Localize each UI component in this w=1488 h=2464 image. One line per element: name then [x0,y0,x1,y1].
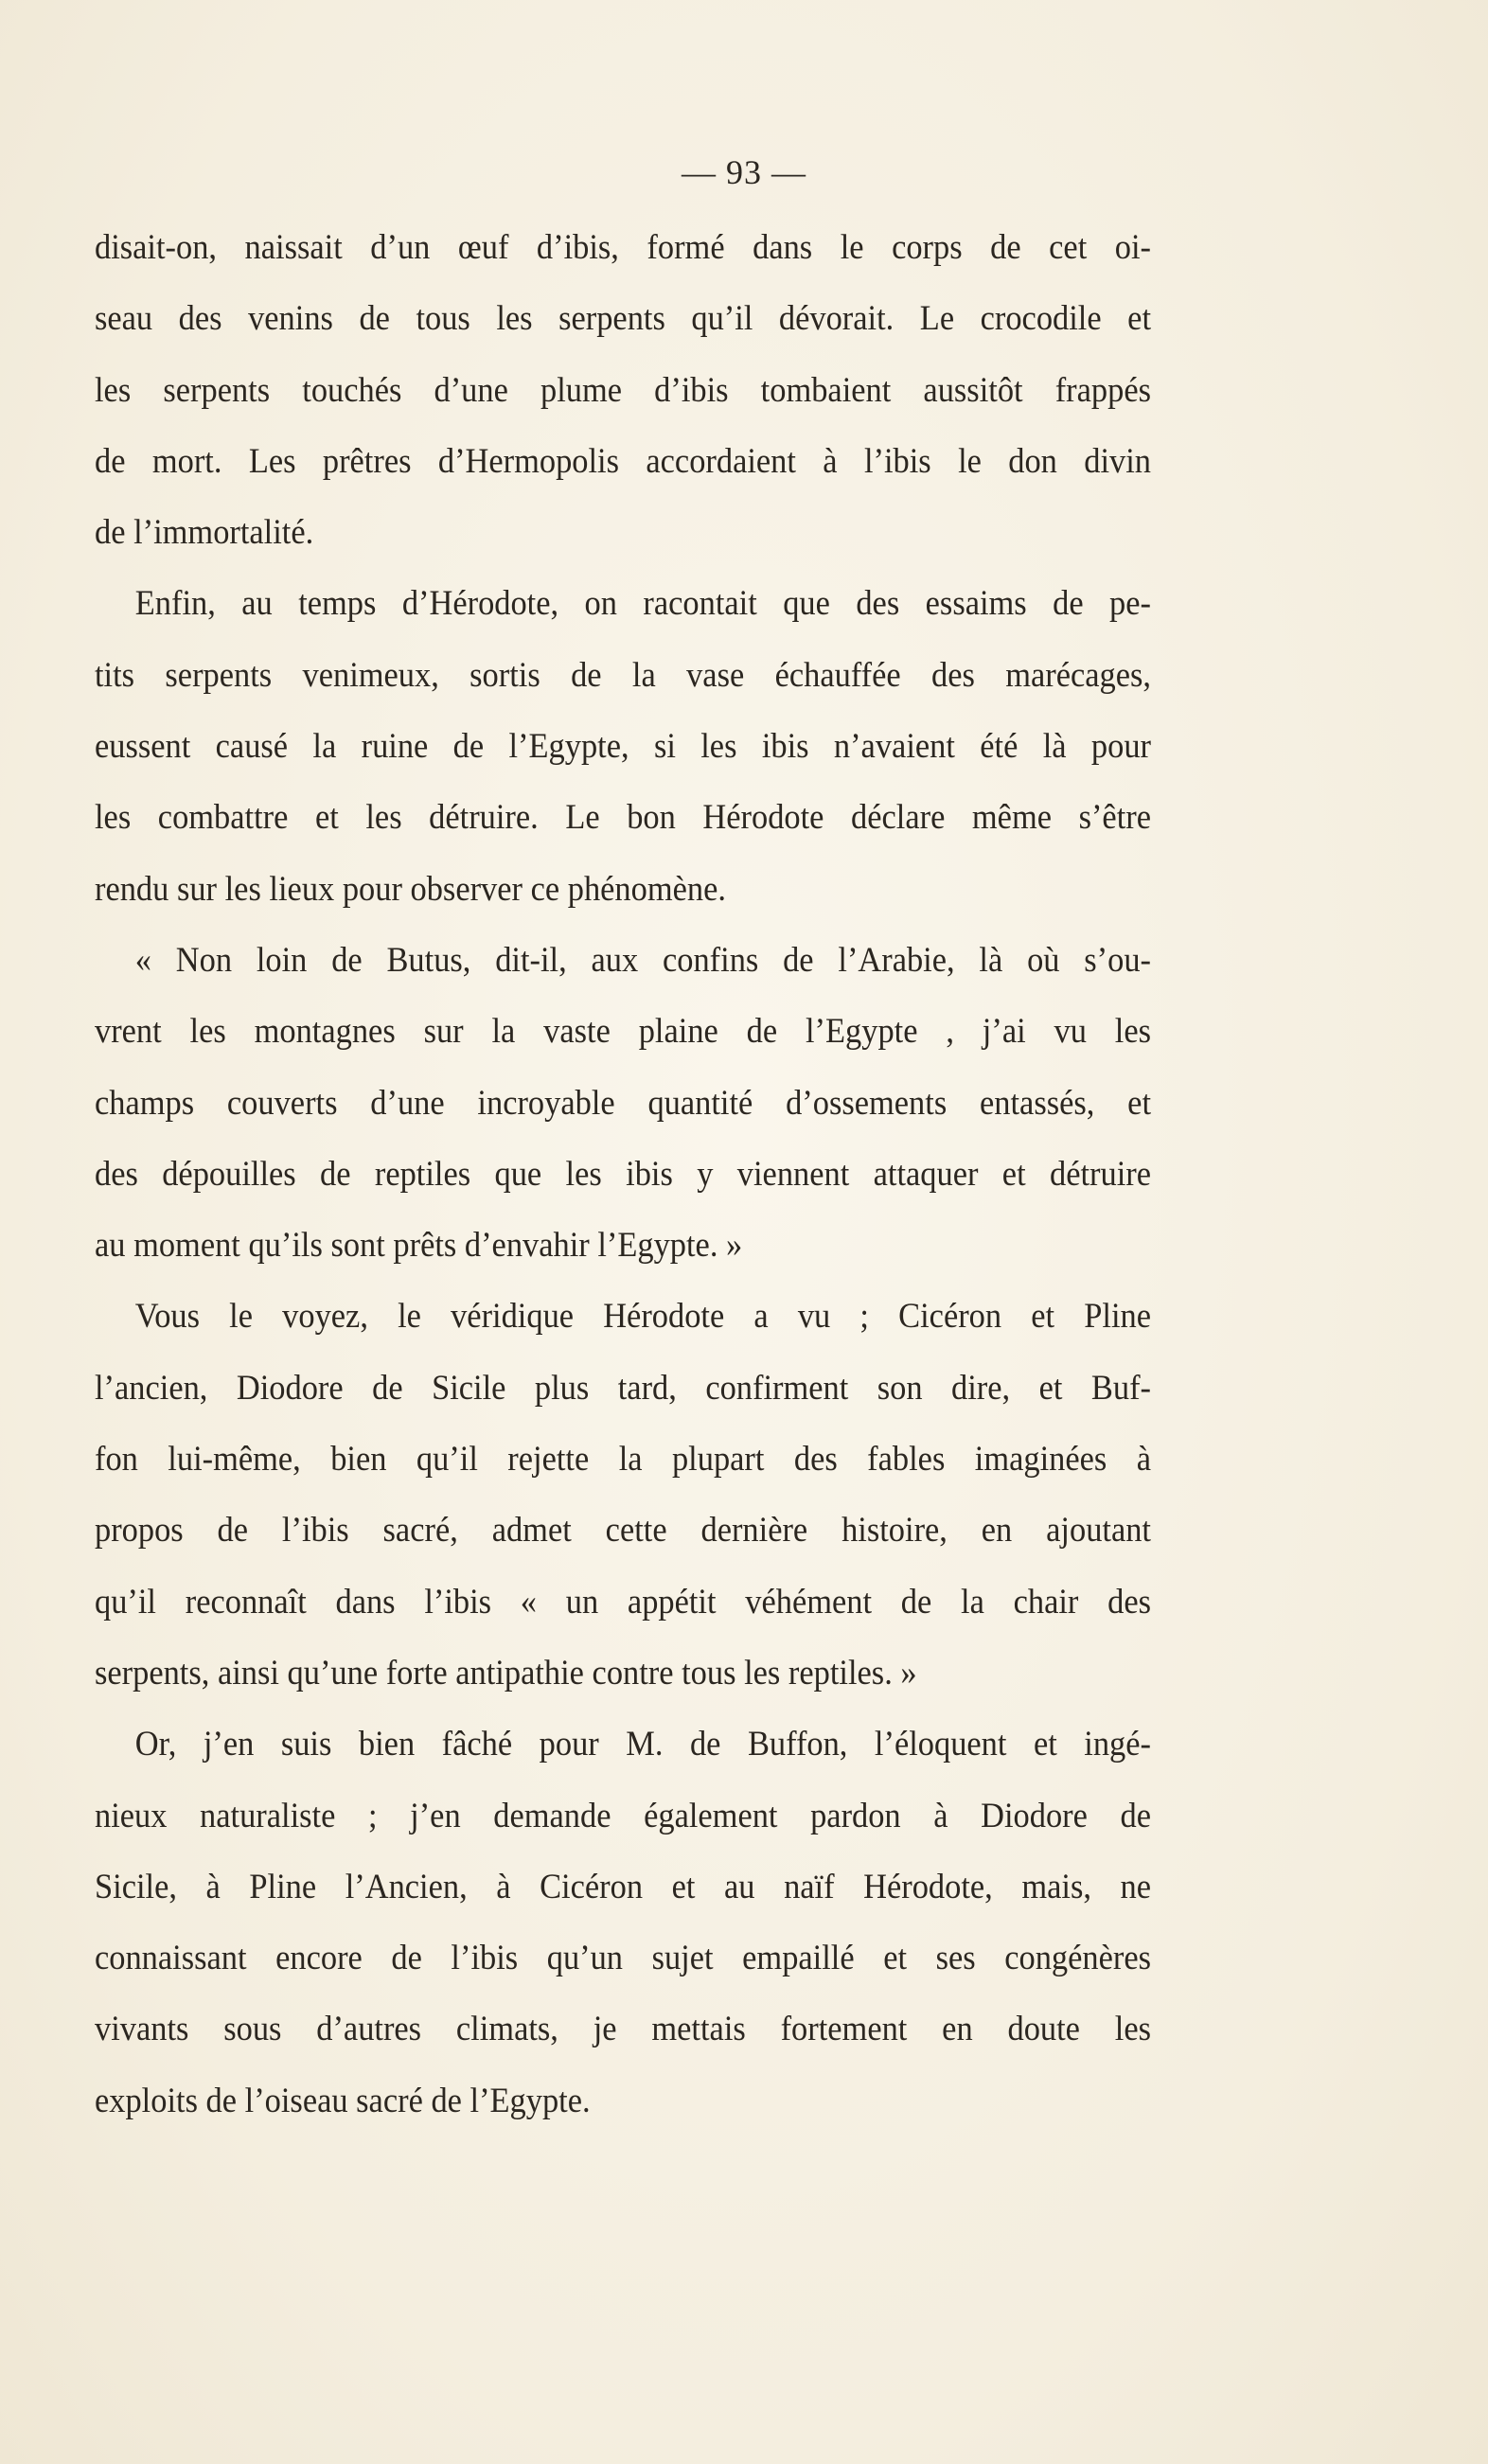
text-line: vrent les montagnes sur la vaste plaine de l’Egypte , j’ai vu les [95,1012,1151,1052]
text-line: tits serpents venimeux, sortis de la vase échauffée des marécages, [95,655,1151,695]
text-line: Enfin, au temps d’Hérodote, on racontait que des essaims de pe- [134,584,1151,624]
text-line: disait-on, naissait d’un œuf d’ibis, formé dans le corps de cet oi- [95,228,1151,267]
text-line: propos de l’ibis sacré, admet cette dernière histoire, en ajoutant [95,1511,1151,1551]
text-line: des dépouilles de reptiles que les ibis y viennent attaquer et détruire [95,1154,1151,1194]
text-line: les serpents touchés d’une plume d’ibis tombaient aussitôt frappés [95,370,1151,410]
text-line: qu’il reconnaît dans l’ibis « un appétit véhément de la chair des [95,1582,1151,1622]
text-line: Sicile, à Pline l’Ancien, à Cicéron et au naïf Hérodote, mais, ne [95,1867,1151,1906]
text-line: de mort. Les prêtres d’Hermopolis accordaient à l’ibis le don divin [95,441,1151,481]
paragraph [95,1709,1151,2136]
text-line: Or, j’en suis bien fâché pour M. de Buffon, l’éloquent et ingé- [134,1725,1151,1764]
paragraph [95,568,1151,924]
text-line: connaissant encore de l’ibis qu’un sujet empaillé et ses congénères [95,1939,1151,1978]
text-line: au moment qu’ils sont prêts d’envahir l’Egypte. » [95,1226,743,1266]
text-line: vivants sous d’autres climats, je mettais fortement en doute les [95,2010,1151,2049]
quotation-paragraph [95,925,1151,1281]
text-line: eussent causé la ruine de l’Egypte, si les ibis n’avaient été là pour [95,727,1151,767]
text-line: nieux naturaliste ; j’en demande également pardon à Diodore de [95,1796,1151,1835]
text-line: champs couverts d’une incroyable quantité d’ossements entassés, et [95,1083,1151,1123]
text-line: serpents, ainsi qu’une forte antipathie contre tous les reptiles. » [95,1653,917,1693]
body-text [95,212,1151,2136]
text-line: fon lui-même, bien qu’il rejette la plupart des fables imaginées à [95,1440,1151,1480]
text-line: de l’immortalité. [95,513,314,553]
page-number: — 93 — [682,153,806,191]
text-line: exploits de l’oiseau sacré de l’Egypte. [95,2081,591,2120]
paragraph [95,212,1151,568]
text-line: rendu sur les lieux pour observer ce phénomène. [95,869,726,909]
text-line: Vous le voyez, le véridique Hérodote a vu ; Cicéron et Pline [134,1297,1151,1337]
text-line: les combattre et les détruire. Le bon Hérodote déclare même s’être [95,798,1151,838]
text-line: seau des venins de tous les serpents qu’il dévorait. Le crocodile et [95,299,1151,339]
text-line: « Non loin de Butus, dit-il, aux confins de l’Arabie, là où s’ou- [134,940,1151,980]
text-line: l’ancien, Diodore de Sicile plus tard, confirment son dire, et Buf- [95,1368,1151,1408]
paragraph [95,1281,1151,1709]
